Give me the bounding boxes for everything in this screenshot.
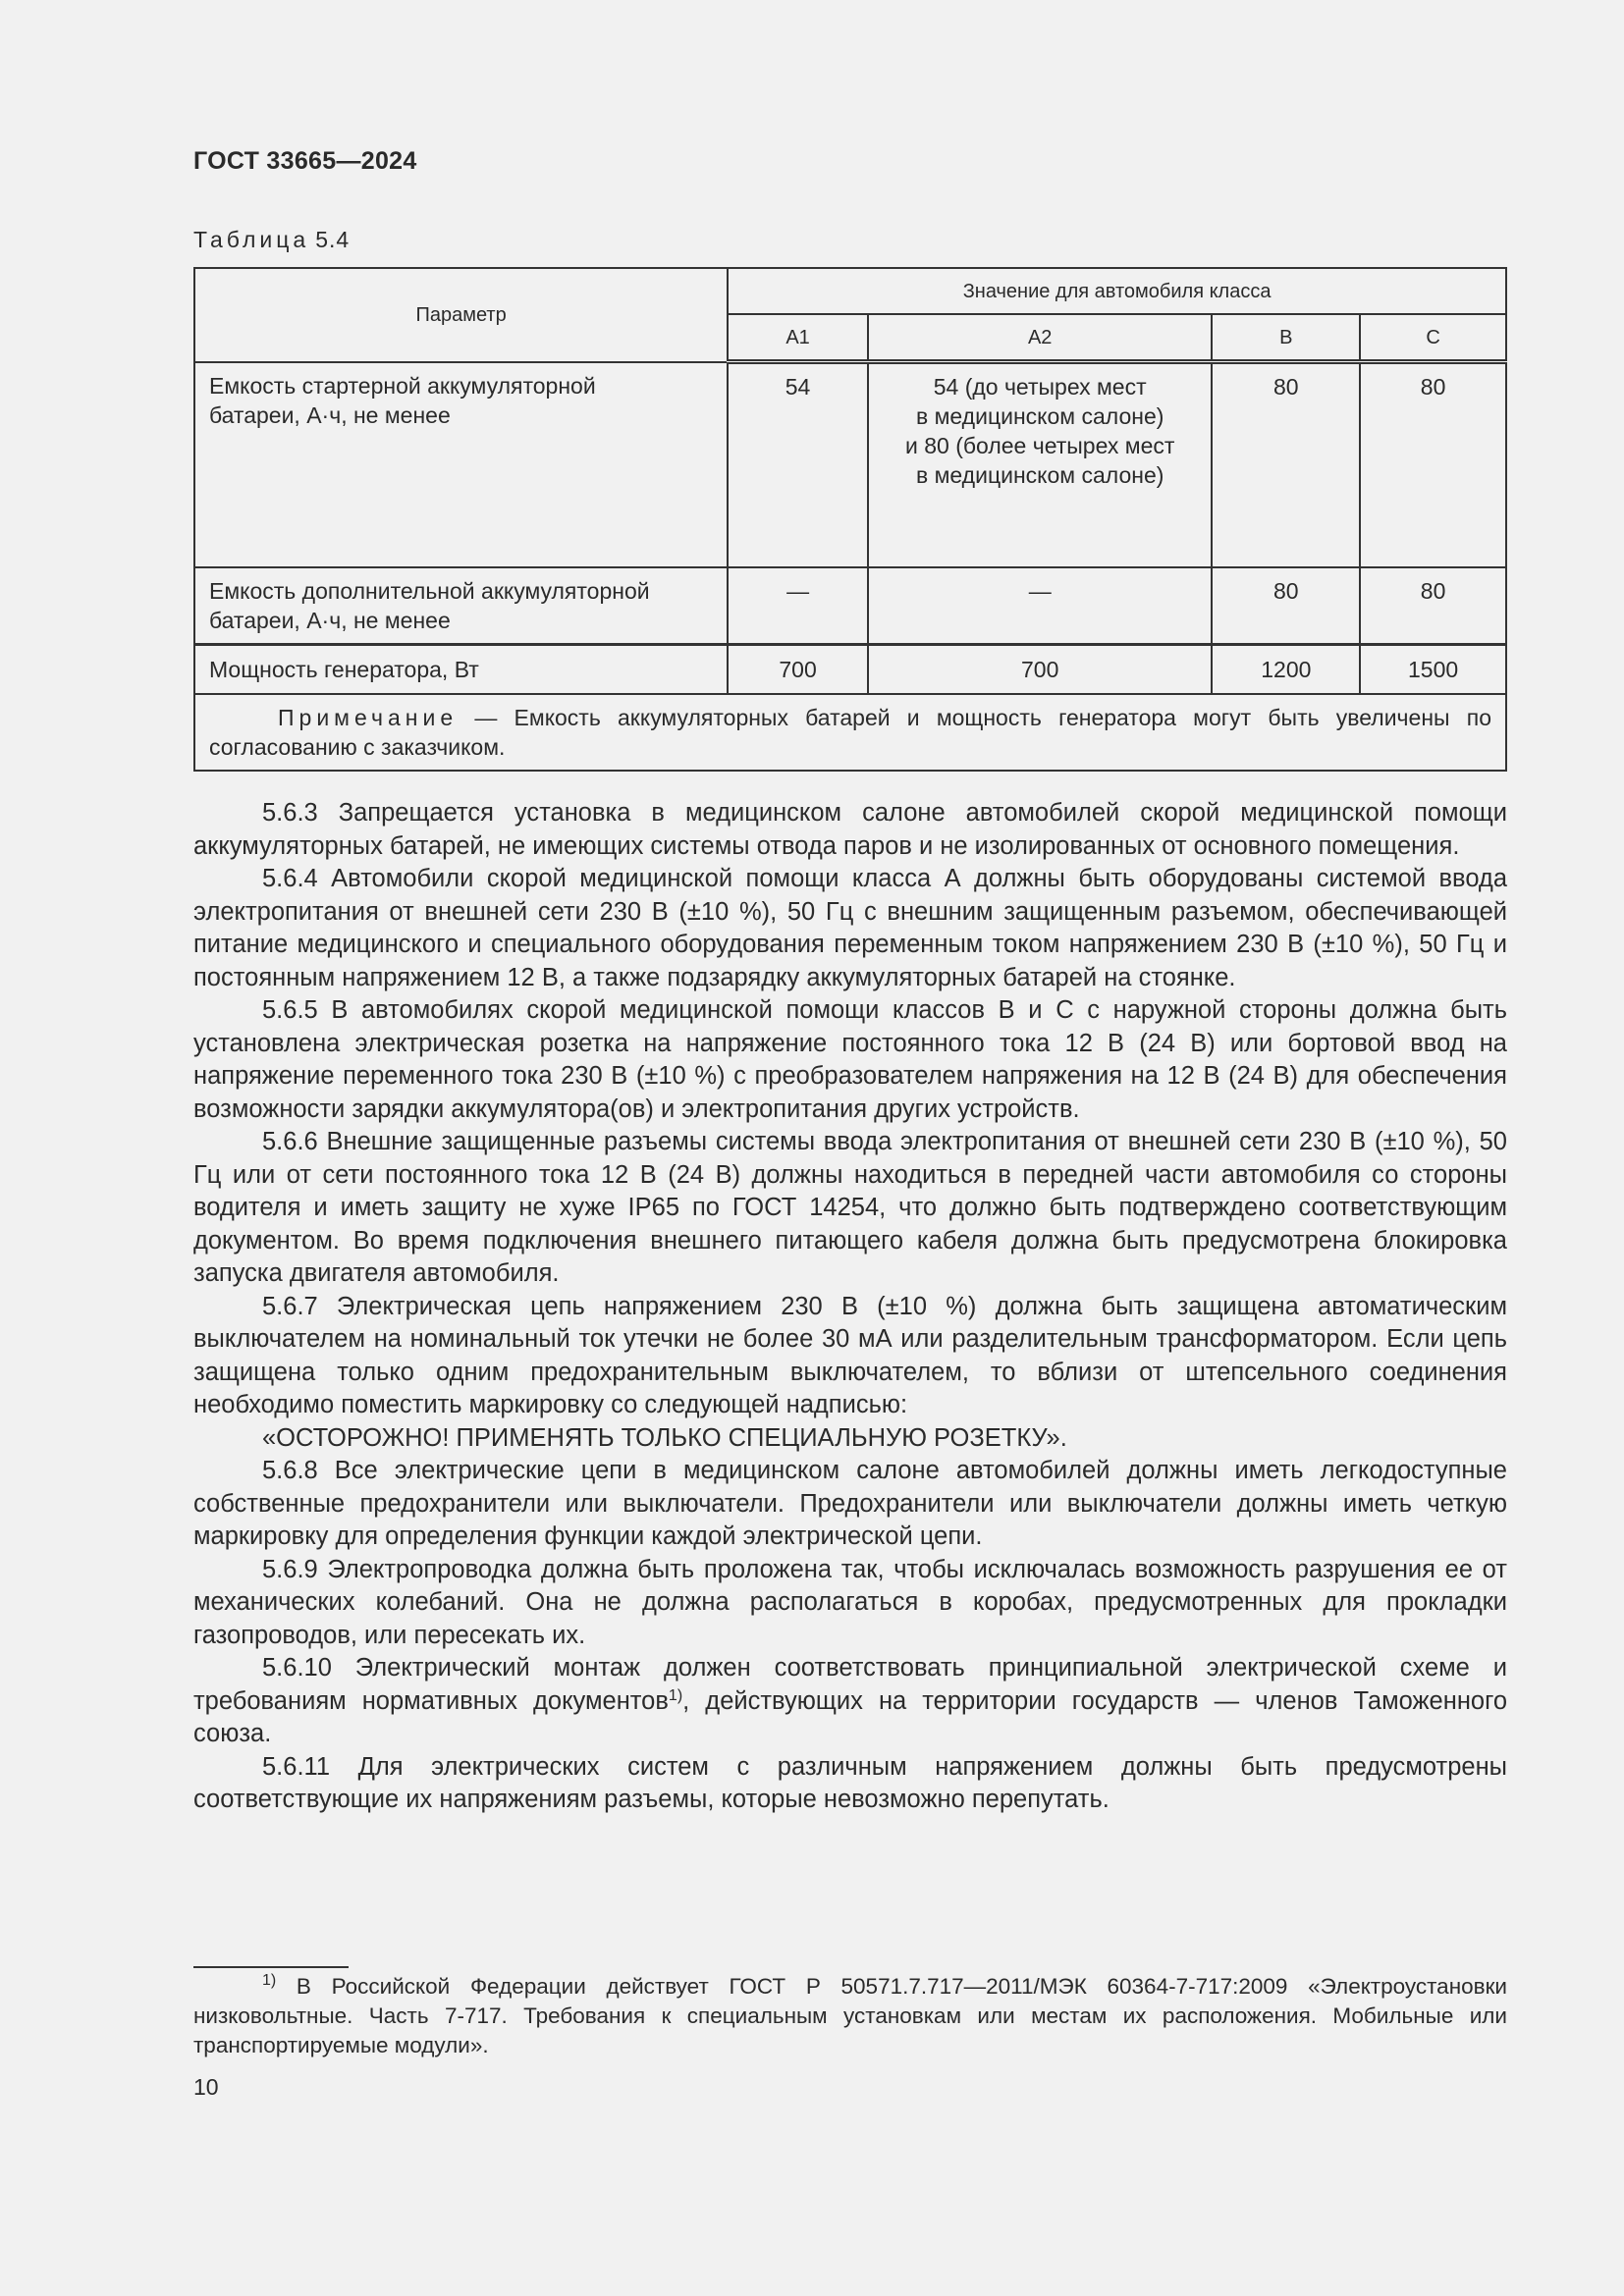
value-cell: 1200 [1212, 645, 1360, 695]
footnote-divider [193, 1966, 349, 1968]
paragraph-5-6-8: 5.6.8 Все электрические цепи в медицинском салоне автомобилей должны иметь легкодоступные собственные предохранители или выключатели. Предохранители или выключатели должны иметь четкую маркировку для определения функции каждой электрической цепи. [193, 1457, 1507, 1550]
value-cell: 54 [728, 362, 868, 568]
table-row [194, 362, 1506, 568]
paragraph-text: 5.6.10 Электрический монтаж должен соответствовать принципиальной электрической схеме и требованиям нормативных документов [193, 1654, 1507, 1715]
param-line: батареи, А·ч, не менее [209, 608, 451, 633]
paragraph-5-6-6: 5.6.6 Внешние защищенные разъемы системы ввода электропитания от внешней сети 230 В (±10 %), 50 Гц или от сети постоянного тока 12 В (24 В) должны находиться в передней части автомобиля со стороны водителя и иметь защиту не хуже IP65 по ГОСТ 14254, что должно быть подтверждено соответствующим документом. Во время подключения внешнего питающего кабеля должна быть предусмотрена блокировка запуска двигателя автомобиля. [193, 1128, 1507, 1287]
table-caption [193, 227, 350, 253]
value-cell: — [868, 567, 1213, 645]
paragraph-text: , действующих на территории государств — членов Таможенного союза. [193, 1686, 1507, 1747]
paragraph-5-6-7: 5.6.7 Электрическая цепь напряжением 230 В (±10 %) должна быть защищена автоматическим выключателем на номинальный ток утечки не более 30 мА или разделительным трансформатором. Если цепь защищена только одним предохранительным выключателем, то вблизи от штепсельного соединения необходимо поместить маркировку со следующей надписью: [193, 1292, 1507, 1418]
value-cell: 80 [1360, 362, 1506, 568]
header-class-b: В [1212, 314, 1360, 362]
table-caption-word: Таблица [193, 227, 310, 252]
footnote-mark: 1) [262, 1972, 277, 1989]
param-cell: Мощность генератора, Вт [194, 645, 728, 695]
header-class-a2: А2 [868, 314, 1213, 362]
param-line: Емкость стартерной аккумуляторной [209, 372, 596, 399]
value-cell [868, 362, 1213, 568]
paragraph-5-6-10 [193, 1652, 1507, 1751]
value-cell: 700 [728, 645, 868, 695]
value-cell: 700 [868, 645, 1213, 695]
footnote-reference[interactable]: 1) [668, 1686, 683, 1704]
page-number: 10 [193, 2074, 219, 2100]
note-text: — Емкость аккумуляторных батарей и мощность генератора могут быть увеличены по согласованию с заказчиком. [209, 705, 1492, 760]
table-note [194, 694, 1506, 771]
value-cell: 80 [1212, 567, 1360, 645]
value-line: и 80 (более четырех мест [904, 433, 1175, 458]
table-header-row [194, 268, 1506, 314]
table-note-row [194, 694, 1506, 771]
paragraph-5-6-3: 5.6.3 Запрещается установка в медицинском салоне автомобилей скорой медицинской помощи аккумуляторных батарей, не имеющих системы отвода паров и не изолированных от основного помещения. [193, 799, 1507, 860]
value-cell: 80 [1360, 567, 1506, 645]
paragraph-5-6-4: 5.6.4 Автомобили скорой медицинской помощи класса А должны быть оборудованы системой ввода электропитания от внешней сети 230 В (±10 %), 50 Гц с внешним защищенным разъемом, обеспечивающей питание медицинского и специального оборудования переменным током напряжением 230 В (±10 %), 50 Гц и постоянным напряжением 12 В, а также подзарядку аккумуляторных батарей на стоянке. [193, 865, 1507, 991]
footnote [193, 1972, 1507, 2060]
standard-header: ГОСТ 33665—2024 [193, 147, 417, 175]
param-cell [194, 567, 728, 645]
paragraph-5-6-11: 5.6.11 Для электрических систем с различным напряжением должны быть предусмотрены соответствующие их напряжениям разъемы, которые невозможно перепутать. [193, 1752, 1507, 1813]
param-line: батареи, А·ч, не менее [209, 401, 451, 428]
note-label: Примечание [278, 705, 459, 730]
value-line: 54 (до четырех мест [933, 374, 1147, 400]
value-line: в медицинском салоне) [915, 462, 1164, 488]
footnote-text: В Российской Федерации действует ГОСТ Р 50571.7.717—2011/МЭК 60364-7-717:2009 «Электроустановки низковольтные. Часть 7-717. Требования к специальным установкам или местам их расположения. Мобильные или транспортируемые модули». [193, 1974, 1507, 2057]
warning-label-text: «ОСТОРОЖНО! ПРИМЕНЯТЬ ТОЛЬКО СПЕЦИАЛЬНУЮ РОЗЕТКУ». [262, 1423, 1067, 1452]
header-param: Параметр [194, 268, 728, 362]
paragraph-5-6-5: 5.6.5 В автомобилях скорой медицинской помощи классов В и С с наружной стороны должна быть установлена электрическая розетка на напряжение постоянного тока 12 В (24 В) или бортовой ввод на напряжение переменного тока 230 В (±10 %) с преобразователем напряжения на 12 В (24 В) для обеспечения возможности зарядки аккумулятора(ов) и электропитания других устройств. [193, 996, 1507, 1123]
header-class-c: С [1360, 314, 1506, 362]
value-line: в медицинском салоне) [915, 403, 1164, 429]
value-cell: — [728, 567, 868, 645]
value-cell: 80 [1212, 362, 1360, 568]
param-line: Емкость дополнительной аккумуляторной [209, 578, 650, 604]
table-row [194, 645, 1506, 695]
spec-table [193, 267, 1507, 772]
body-text [193, 797, 1507, 1817]
table-row [194, 567, 1506, 645]
header-class-a1: А1 [728, 314, 868, 362]
header-class-group: Значение для автомобиля класса [728, 268, 1506, 314]
paragraph-5-6-9: 5.6.9 Электропроводка должна быть проложена так, чтобы исключалась возможность разрушения ее от механических колебаний. Она не должна располагаться в коробах, предусмотренных для прокладки газопроводов, или пересекать их. [193, 1555, 1507, 1649]
table-caption-number: 5.4 [315, 227, 351, 252]
value-cell: 1500 [1360, 645, 1506, 695]
param-cell [194, 362, 728, 568]
